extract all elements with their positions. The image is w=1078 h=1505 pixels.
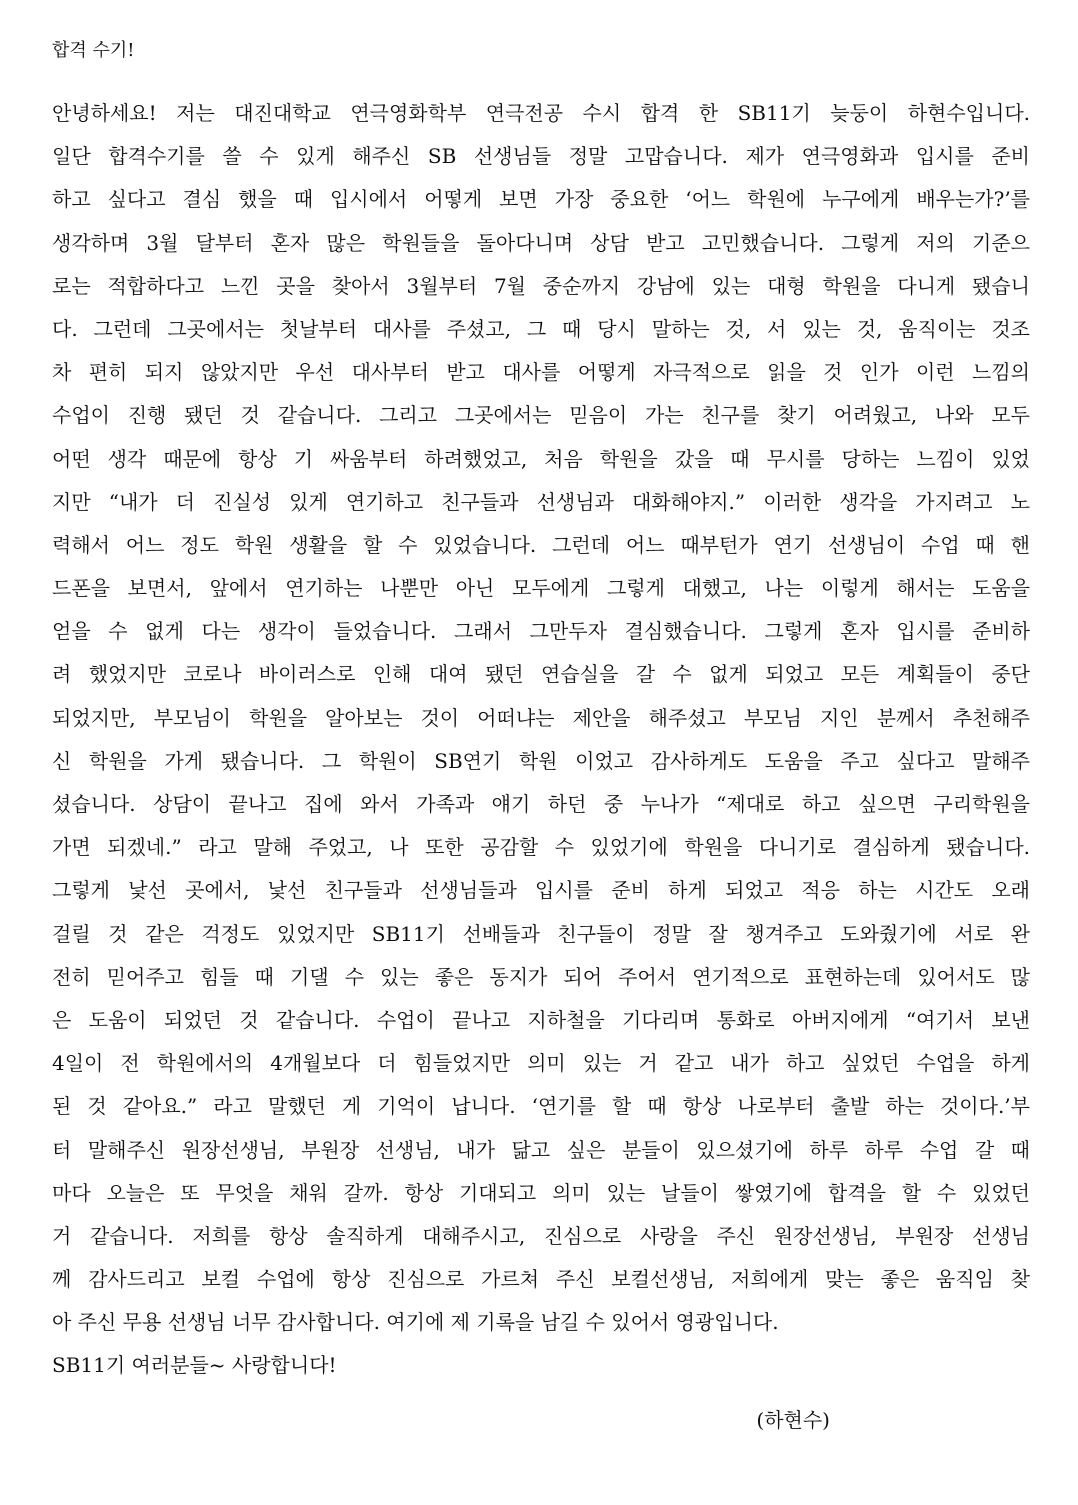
- body-line: 마다 오늘은 또 무엇을 채워 갈까. 항상 기대되고 의미 있는 날들이 쌓였기에 합격을 할 수 있었던: [52, 1180, 1030, 1205]
- body-line: 하고 싶다고 결심 했을 때 입시에서 어떻게 보면 가장 중요한 ‘어느 학원에 누구에게 배우는가?’를: [52, 187, 1030, 212]
- body-line: 안녕하세요! 저는 대진대학교 연극영화학부 연극전공 수시 합격 한 SB11기 늦둥이 하현수입니다.: [52, 101, 1030, 125]
- body-line: 그렇게 낯선 곳에서, 낯선 친구들과 선생님들과 입시를 준비 하게 되었고 적응 하는 시간도 오래: [52, 878, 1030, 903]
- body-line: 차 편히 되지 않았지만 우선 대사부터 받고 대사를 어떻게 자극적으로 읽을 것 인가 이런 느낌의: [52, 360, 1030, 385]
- body-line: 된 것 같아요.” 라고 말했던 게 기억이 납니다. ‘연기를 할 때 항상 나로부터 출발 하는 것이다.’부: [52, 1094, 1030, 1119]
- body-line: 걸릴 것 같은 걱정도 있었지만 SB11기 선배들과 친구들이 정말 잘 챙겨주고 도와줬기에 서로 완: [52, 921, 1030, 946]
- body-line: 어떤 생각 때문에 항상 기 싸움부터 하려했었고, 처음 학원을 갔을 때 무시를 당하는 느낌이 있었: [52, 446, 1030, 471]
- body-line: 지만 “내가 더 진실성 있게 연기하고 친구들과 선생님과 대화해야지.” 이러한 생각을 가지려고 노: [52, 489, 1030, 514]
- body-line: 가면 되겠네.” 라고 말해 주었고, 나 또한 공감할 수 있었기에 학원을 다니기로 결심하게 됐습니다.: [52, 835, 1030, 860]
- body-line: 다. 그런데 그곳에서는 첫날부터 대사를 주셨고, 그 때 당시 말하는 것, 서 있는 것, 움직이는 것조: [52, 316, 1030, 341]
- body-line: 께 감사드리고 보컬 수업에 항상 진심으로 가르쳐 주신 보컬선생님, 저희에게 맞는 좋은 움직임 찾: [52, 1267, 1030, 1292]
- body-line: 전히 믿어주고 힘들 때 기댈 수 있는 좋은 동지가 되어 주어서 연기적으로 표현하는데 있어서도 많: [52, 964, 1030, 989]
- body-line: 4일이 전 학원에서의 4개월보다 더 힘들었지만 의미 있는 거 같고 내가 하고 싶었던 수업을 하게: [52, 1051, 1030, 1076]
- body-line: 생각하며 3월 달부터 혼자 많은 학원들을 돌아다니며 상담 받고 고민했습니다. 그렇게 저의 기준으: [52, 230, 1030, 255]
- body-line: 셨습니다. 상담이 끝나고 집에 와서 가족과 얘기 하던 중 누나가 “제대로 하고 싶으면 구리학원을: [52, 792, 1030, 816]
- body-line: 신 학원을 가게 됐습니다. 그 학원이 SB연기 학원 이었고 감사하게도 도움을 주고 싶다고 말해주: [52, 748, 1030, 773]
- document-body: [52, 92, 1030, 1388]
- body-line: 일단 합격수기를 쓸 수 있게 해주신 SB 선생님들 정말 고맙습니다. 제가 연극영화과 입시를 준비: [52, 144, 1030, 169]
- body-line: 얻을 수 없게 다는 생각이 들었습니다. 그래서 그만두자 결심했습니다. 그렇게 혼자 입시를 준비하: [52, 619, 1030, 644]
- document-title: 합격 수기!: [52, 40, 135, 61]
- body-line: 려 했었지만 코로나 바이러스로 인해 대여 됐던 연습실을 갈 수 없게 되었고 모든 계획들이 중단: [52, 662, 1030, 687]
- body-line: 되었지만, 부모님이 학원을 알아보는 것이 어떠냐는 제안을 해주셨고 부모님 지인 분께서 추천해주: [52, 705, 1030, 730]
- body-line: 은 도움이 되었던 것 같습니다. 수업이 끝나고 지하철을 기다리며 통화로 아버지에게 “여기서 보낸: [52, 1007, 1030, 1032]
- body-line: 로는 적합하다고 느낀 곳을 찾아서 3월부터 7월 중순까지 강남에 있는 대형 학원을 다니게 됐습니: [52, 273, 1030, 298]
- body-line: 아 주신 무용 선생님 너무 감사합니다. 여기에 제 기록을 남길 수 있어서 영광입니다.: [52, 1310, 779, 1335]
- body-line: 드폰을 보면서, 앞에서 연기하는 나뿐만 아닌 모두에게 그렇게 대했고, 나는 이렇게 해서는 도움을: [52, 576, 1030, 601]
- author-signature: (하현수): [756, 1408, 830, 1432]
- body-line: 력해서 어느 정도 학원 생활을 할 수 있었습니다. 그런데 어느 때부턴가 연기 선생님이 수업 때 핸: [52, 532, 1030, 557]
- body-line: 터 말해주신 원장선생님, 부원장 선생님, 내가 닮고 싶은 분들이 있으셨기에 하루 하루 수업 갈 때: [52, 1137, 1030, 1162]
- body-line: 수업이 진행 됐던 것 같습니다. 그리고 그곳에서는 믿음이 가는 친구를 찾기 어려웠고, 나와 모두: [52, 403, 1030, 428]
- body-line: 거 같습니다. 저희를 항상 솔직하게 대해주시고, 진심으로 사랑을 주신 원장선생님, 부원장 선생님: [52, 1223, 1030, 1248]
- closing-line: SB11기 여러분들~ 사랑합니다!: [52, 1353, 337, 1378]
